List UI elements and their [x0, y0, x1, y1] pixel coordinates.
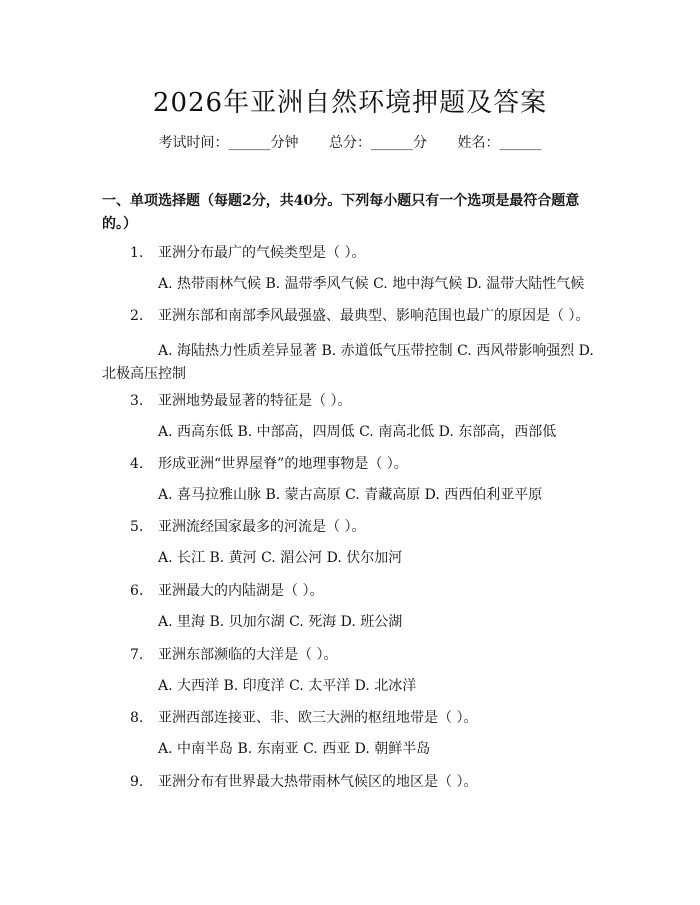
document-title: 2026年亚洲自然环境押题及答案	[152, 88, 548, 118]
question-stem	[102, 242, 602, 265]
section-heading: 一、单项选择题（每题2分，共40分。下列每小题只有一个选项是最符合题意的。）	[102, 193, 580, 232]
question-stem	[102, 771, 602, 794]
exam-time: 考试时间：______分钟	[158, 135, 299, 151]
question-text: 亚洲地势最显著的特征是（ ）。	[158, 393, 352, 409]
question-stem	[102, 644, 602, 667]
question-stem	[102, 305, 602, 328]
question-number: 9.	[130, 774, 144, 790]
question-options: A. 热带雨林气候 B. 温带季风气候 C. 地中海气候 D. 温带大陆性气候	[158, 276, 585, 292]
question-text: 亚洲分布最广的气候类型是（ ）。	[158, 245, 366, 261]
question-options: A. 大西洋 B. 印度洋 C. 太平洋 D. 北冰洋	[158, 678, 417, 694]
question-number: 7.	[130, 647, 144, 663]
question-text: 亚洲流经国家最多的河流是（ ）。	[158, 519, 366, 535]
question-number: 5.	[130, 519, 144, 535]
question-stem	[102, 516, 602, 539]
question-options: A. 里海 B. 贝加尔湖 C. 死海 D. 班公湖	[158, 614, 403, 630]
question-options: A. 中南半岛 B. 东南亚 C. 西亚 D. 朝鲜半岛	[158, 741, 431, 757]
question-text: 亚洲最大的内陆湖是（ ）。	[158, 583, 324, 599]
question-number: 3.	[130, 393, 144, 409]
question-stem	[102, 453, 602, 476]
question-stem	[102, 390, 602, 413]
question-options: A. 喜马拉雅山脉 B. 蒙古高原 C. 青藏高原 D. 西西伯利亚平原	[158, 487, 543, 503]
question-text: 形成亚洲“世界屋脊”的地理事物是（ ）。	[158, 456, 408, 472]
question-number: 6.	[130, 583, 144, 599]
question-number: 2.	[130, 308, 144, 324]
question-text: 亚洲西部连接亚、非、欧三大洲的枢纽地带是（ ）。	[158, 710, 478, 726]
question-stem	[102, 580, 602, 603]
question-number: 1.	[130, 245, 144, 261]
question-text: 亚洲东部和南部季风最强盛、最典型、影响范围也最广的原因是（ ）。	[158, 308, 590, 324]
question-text: 亚洲东部濒临的大洋是（ ）。	[158, 647, 338, 663]
exam-score: 总分：______分	[329, 135, 427, 151]
question-options: A. 长江 B. 黄河 C. 湄公河 D. 伏尔加河	[158, 550, 403, 566]
question-number: 8.	[130, 710, 144, 726]
question-options: A. 西高东低 B. 中部高，四周低 C. 南高北低 D. 东部高，西部低	[158, 424, 557, 440]
question-text: 亚洲分布有世界最大热带雨林气候区的地区是（ ）。	[158, 774, 478, 790]
exam-name: 姓名：______	[457, 135, 542, 151]
question-stem	[102, 707, 602, 730]
exam-meta	[0, 132, 700, 152]
question-number: 4.	[130, 456, 144, 472]
question-options: A. 海陆热力性质差异显著 B. 赤道低气压带控制 C. 西风带影响强烈 D. 北极高压控制	[102, 343, 594, 382]
